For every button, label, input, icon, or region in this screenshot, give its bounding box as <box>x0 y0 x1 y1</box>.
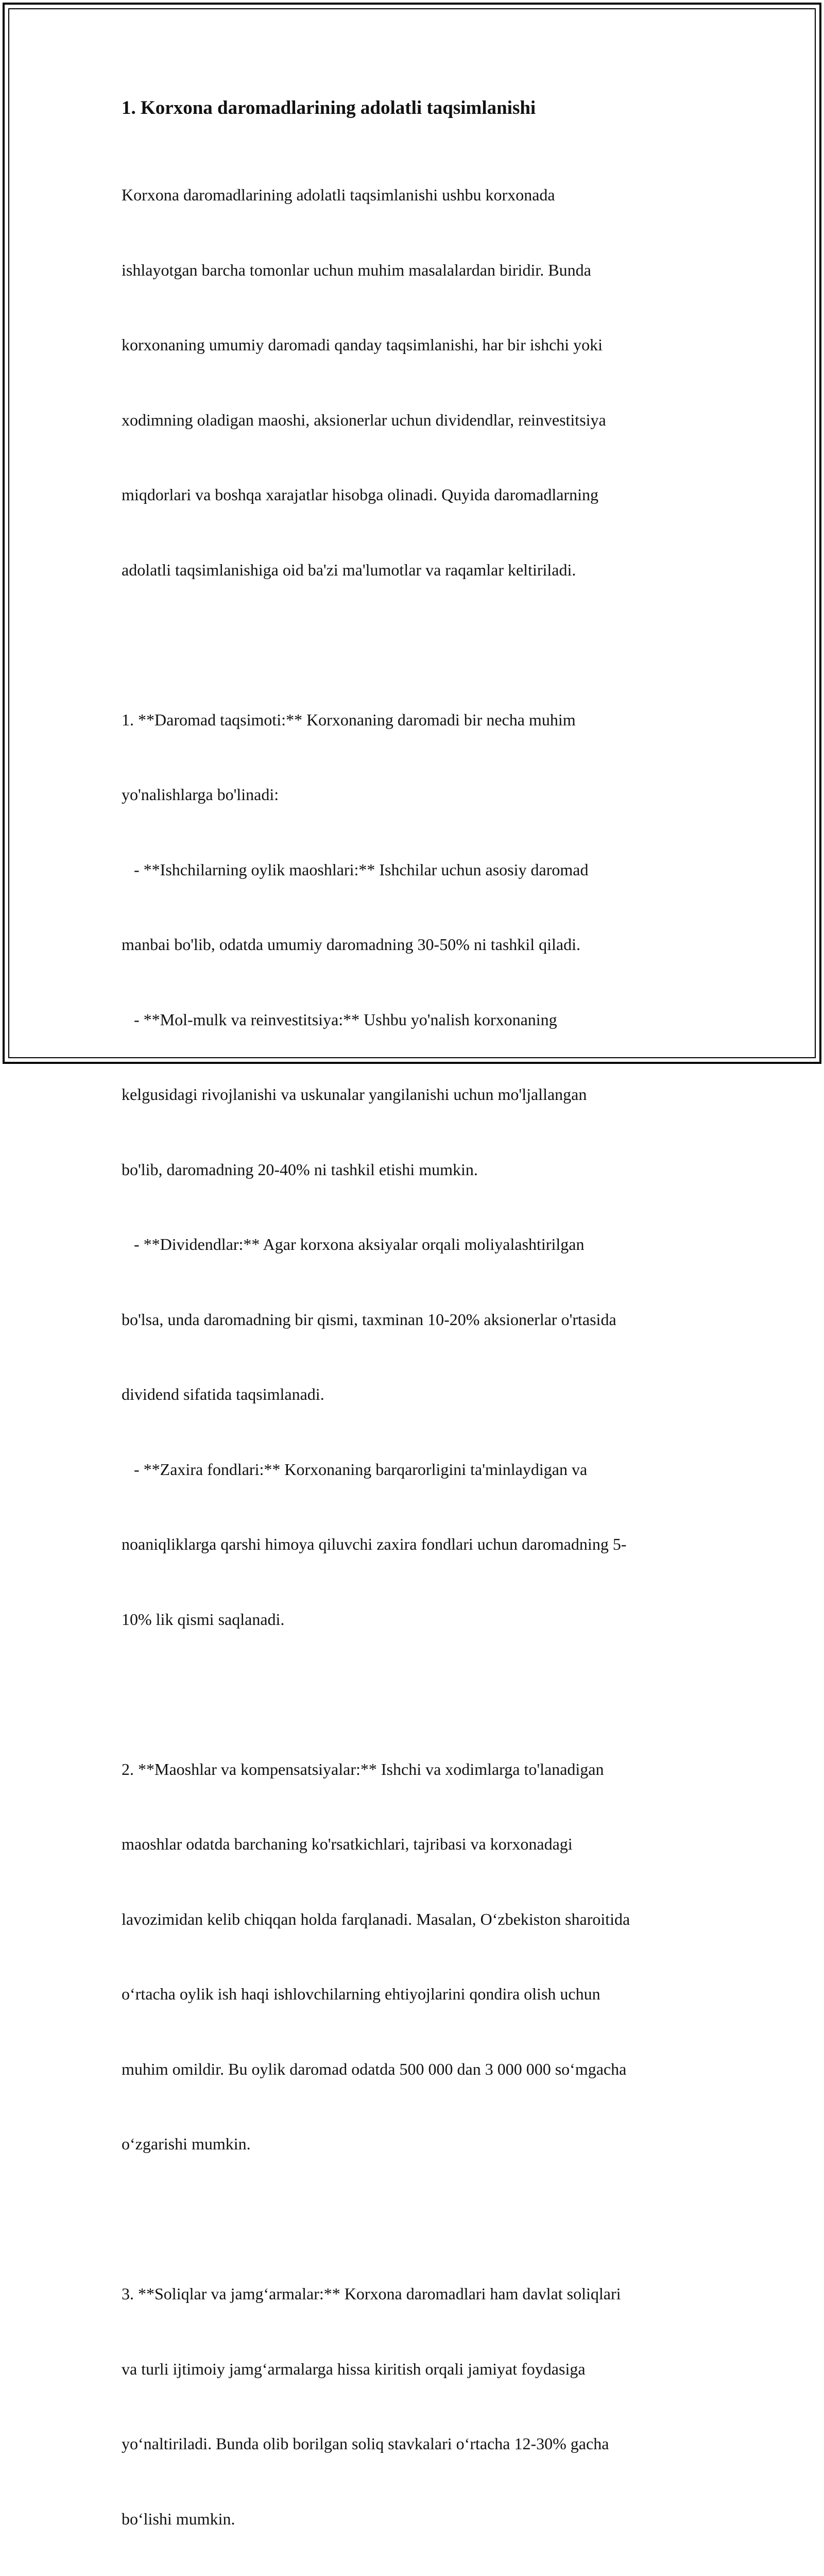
text-line: - **Mol-mulk va reinvestitsiya:** Ushbu yo'nalish korxonaning <box>122 1010 557 1029</box>
text-line: 10% lik qismi saqlanadi. <box>122 1609 285 1629</box>
text-line: kelgusidagi rivojlanishi va uskunalar yangilanishi uchun mo'ljallangan <box>122 1085 587 1104</box>
text-line: yo'nalishlarga bo'linadi: <box>122 785 279 804</box>
paragraph-gap <box>122 1682 710 1707</box>
text-line: muhim omildir. Bu oylik daromad odatda 500 000 dan 3 000 000 so‘mgacha <box>122 2059 627 2078</box>
text-line: miqdorlari va boshqa xarajatlar hisobga olinadi. Quyida daromadlarning <box>122 485 598 504</box>
paragraph-salaries <box>122 1707 710 2207</box>
text-line: - **Ishchilarning oylik maoshlari:** Ishchilar uchun asosiy daromad <box>122 860 589 879</box>
paragraph-intro <box>122 132 710 632</box>
text-line: bo'lsa, unda daromadning bir qismi, taxminan 10-20% aksionerlar o'rtasida <box>122 1310 616 1329</box>
text-line: ishlayotgan barcha tomonlar uchun muhim masalalardan biridir. Bunda <box>122 260 591 279</box>
text-line: o‘rtacha oylik ish haqi ishlovchilarning ehtiyojlarini qondira olish uchun <box>122 1985 600 2003</box>
text-line: maoshlar odatda barchaning ko'rsatkichlari, tajribasi va korxonadagi <box>122 1835 573 1853</box>
text-line: 1. **Daromad taqsimoti:** Korxonaning daromadi bir necha muhim <box>122 710 576 729</box>
text-line: noaniqliklarga qarshi himoya qiluvchi zaxira fondlari uchun daromadning 5- <box>122 1535 627 1553</box>
text-line: bo‘lishi mumkin. <box>122 2509 235 2528</box>
document-body <box>122 96 710 2576</box>
text-line: adolatli taqsimlanishiga oid ba'zi ma'lumotlar va raqamlar keltiriladi. <box>122 560 576 579</box>
text-line: manbai bo'lib, odatda umumiy daromadning 30-50% ni tashkil qiladi. <box>122 935 580 954</box>
text-line: xodimning oladigan maoshi, aksionerlar uchun dividendlar, reinvestitsiya <box>122 410 606 429</box>
paragraph-taxes <box>122 2231 710 2576</box>
text-line: - **Zaxira fondlari:** Korxonaning barqarorligini ta'minlaydigan va <box>122 1460 588 1479</box>
text-line: bo'lib, daromadning 20-40% ni tashkil etishi mumkin. <box>122 1160 478 1179</box>
text-line: lavozimidan kelib chiqqan holda farqlanadi. Masalan, O‘zbekiston sharoitida <box>122 1909 630 1928</box>
document-title: 1. Korxona daromadlarining adolatli taqsimlanishi <box>122 97 536 118</box>
paragraph-gap <box>122 2207 710 2232</box>
paragraph-income-distribution <box>122 657 710 1682</box>
text-line: va turli ijtimoiy jamg‘armalarga hissa kiritish orqali jamiyat foydasiga <box>122 2359 586 2378</box>
text-line: Korxona daromadlarining adolatli taqsimlanishi ushbu korxonada <box>122 185 555 204</box>
text-line: 2. **Maoshlar va kompensatsiyalar:** Ishchi va xodimlarga to'lanadigan <box>122 1759 604 1778</box>
text-line: dividend sifatida taqsimlanadi. <box>122 1385 324 1403</box>
paragraph-gap <box>122 632 710 657</box>
text-line: o‘zgarishi mumkin. <box>122 2134 251 2153</box>
text-line: - **Dividendlar:** Agar korxona aksiyalar orqali moliyalashtirilgan <box>122 1235 585 1253</box>
text-line: yo‘naltiriladi. Bunda olib borilgan soliq stavkalari o‘rtacha 12-30% gacha <box>122 2434 609 2453</box>
text-line: korxonaning umumiy daromadi qanday taqsimlanishi, har bir ishchi yoki <box>122 335 603 354</box>
text-line: 3. **Soliqlar va jamg‘armalar:** Korxona daromadlari ham davlat soliqlari <box>122 2284 621 2303</box>
